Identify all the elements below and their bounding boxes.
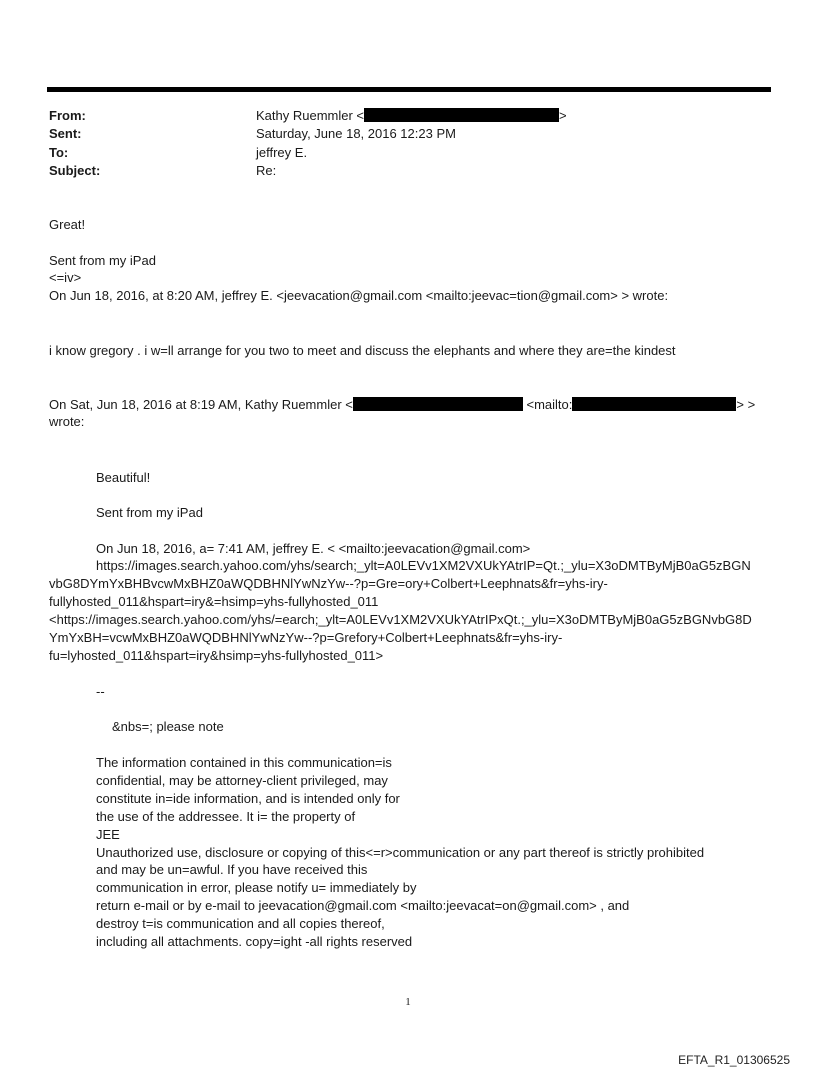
from-name: Kathy Ruemmler < xyxy=(256,108,365,123)
header-rule xyxy=(47,87,771,92)
to-label: To: xyxy=(49,145,69,160)
redaction-box xyxy=(572,397,736,411)
disclaimer-line: The information contained in this communication=is xyxy=(96,755,392,770)
body-line: <=iv> xyxy=(49,270,82,285)
body-line: i know gregory . i w=ll arrange for you two to meet and discuss the elephants and where they are=the kindest xyxy=(49,343,676,358)
body-line: Sent from my iPad xyxy=(49,253,156,268)
to-row xyxy=(49,144,749,162)
quote-line: YmYxBH=vcwMxBHZ0aWQDBHNlYwNzYw--?p=Grefory+Colbert+Leephnats&fr=yhs-iry- xyxy=(49,630,563,645)
redaction-box xyxy=(353,397,523,411)
disclaimer-line: and may be un=awful. If you have received this xyxy=(96,862,368,877)
disclaimer-line: destroy t=is communication and all copies thereof, xyxy=(96,916,385,931)
page-number: 1 xyxy=(405,996,411,1008)
to-value: jeffrey E. xyxy=(256,145,308,160)
quote-line: fu=lyhosted_011&hspart=iry&hsimp=yhs-fullyhosted_011> xyxy=(49,648,384,663)
subject-label: Subject: xyxy=(49,163,101,178)
body-line: On Jun 18, 2016, at 8:20 AM, jeffrey E. <jeevacation@gmail.com <mailto:jeevac=tion@gmail.com> > wrote: xyxy=(49,288,669,303)
subject-value: Re: xyxy=(256,163,277,178)
mailto-close: > > xyxy=(736,397,756,412)
attribution-text: On Sat, Jun 18, 2016 at 8:19 AM, Kathy Ruemmler < xyxy=(49,397,353,412)
disclaimer-line: constitute in=ide information, and is intended only for xyxy=(96,791,400,806)
from-label: From: xyxy=(49,108,86,123)
quote-line: &nbs=; please note xyxy=(112,719,224,734)
sent-row xyxy=(49,125,749,143)
quote-attribution xyxy=(49,396,755,413)
from-close: > xyxy=(559,108,567,123)
signature-separator: -- xyxy=(96,684,105,699)
quote-line: On Jun 18, 2016, a= 7:41 AM, jeffrey E. < <mailto:jeevacation@gmail.com> xyxy=(96,541,531,556)
mailto-text: <mailto: xyxy=(526,397,573,412)
body-line: Great! xyxy=(49,217,86,232)
quote-line: Sent from my iPad xyxy=(96,505,203,520)
disclaimer-line: including all attachments. copy=ight -all rights reserved xyxy=(96,934,413,949)
quote-line: https://images.search.yahoo.com/yhs/search;_ylt=A0LEVv1XM2VXUkYAtrIP=Qt.;_ylu=X3oDMTByMjB0aG5zBGN xyxy=(96,558,751,573)
body-line: wrote: xyxy=(49,414,85,429)
sent-label: Sent: xyxy=(49,126,82,141)
disclaimer-line: Unauthorized use, disclosure or copying of this<=r>communication or any part thereof is strictly prohibited xyxy=(96,845,705,860)
quote-line: Beautiful! xyxy=(96,470,151,485)
disclaimer-line: the use of the addressee. It i= the property of xyxy=(96,809,356,824)
disclaimer-line: return e-mail or by e-mail to jeevacation@gmail.com <mailto:jeevacat=on@gmail.com> , and xyxy=(96,898,630,913)
quote-line: vbG8DYmYxBHBvcwMxBHZ0aWQDBHNlYwNzYw--?p=Gre=ory+Colbert+Leephnats&fr=yhs-iry- xyxy=(49,576,608,591)
from-value xyxy=(256,107,567,125)
quote-line: <https://images.search.yahoo.com/yhs/=earch;_ylt=A0LEVv1XM2VXUkYAtrIPxQt.;_ylu=X3oDMTByMjB0aG5zBGNvbG8D xyxy=(49,612,752,627)
quote-line: fullyhosted_011&hspart=iry&=hsimp=yhs-fullyhosted_011 xyxy=(49,594,379,609)
disclaimer-line: JEE xyxy=(96,827,120,842)
from-row xyxy=(49,107,749,125)
document-id: EFTA_R1_01306525 xyxy=(678,1053,790,1067)
disclaimer-line: confidential, may be attorney-client privileged, may xyxy=(96,773,388,788)
redaction-box xyxy=(364,108,559,122)
subject-row xyxy=(49,162,749,180)
sent-value: Saturday, June 18, 2016 12:23 PM xyxy=(256,126,456,141)
disclaimer-line: communication in error, please notify u= immediately by xyxy=(96,880,417,895)
